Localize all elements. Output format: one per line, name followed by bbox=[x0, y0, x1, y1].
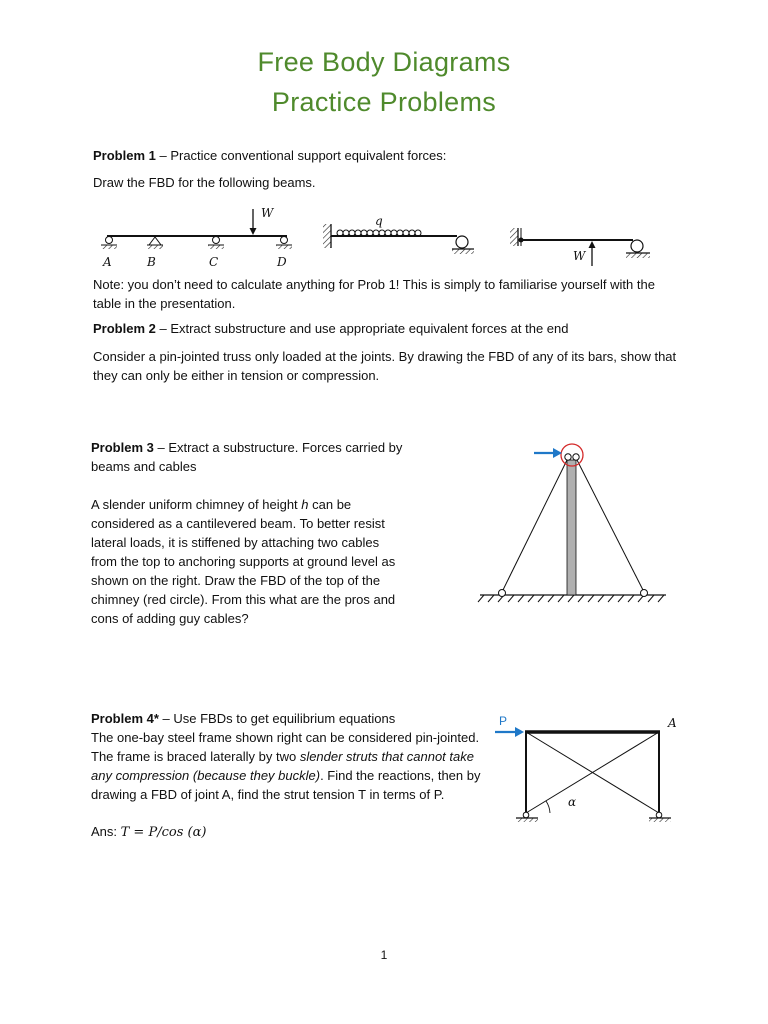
problem-4-body-part-a: The one-bay steel frame shown right can be considered pin-jointed. The frame is braced laterally by two bbox=[91, 730, 480, 764]
label-q: q bbox=[375, 214, 383, 228]
problem-2-heading bbox=[93, 319, 569, 338]
label-p: P bbox=[499, 714, 508, 728]
support-roller-2 bbox=[452, 236, 474, 254]
label-w-1: W bbox=[261, 206, 274, 220]
label-d: D bbox=[277, 255, 287, 269]
support-b-pin bbox=[147, 237, 163, 249]
title-line-2: Practice Problems bbox=[271, 87, 497, 117]
frame-diagram bbox=[492, 712, 692, 824]
angle-alpha-arc bbox=[546, 801, 550, 813]
label-alpha: α bbox=[568, 795, 577, 809]
load-w-arrow bbox=[250, 209, 257, 235]
problem-1-label: Problem 1 bbox=[93, 148, 156, 163]
guy-cable-left bbox=[502, 458, 568, 592]
problem-1-note: Note: you don’t need to calculate anything for Prob 1! This is simply to familiarise yourself with the table in the presentation. bbox=[93, 277, 655, 311]
chimney-diagram bbox=[470, 438, 680, 610]
title-line-1: Free Body Diagrams bbox=[257, 47, 511, 77]
label-c: C bbox=[209, 255, 219, 269]
problem-3-body-part-b: can be considered as a cantilevered beam. To better resist lateral loads, it is stiffened by attaching two cables from the top to anchoring supports at ground level as shown on the right. Draw the FBD of the top of the chimney (red circle). From this what are the pros and cons of adding guy cables? bbox=[91, 497, 396, 626]
page-number: 1 bbox=[380, 948, 388, 962]
support-right-pin bbox=[649, 812, 671, 822]
problem-4-body-part-b: . Find the reactions, then by drawing a FBD of joint A, find the strut tension T in terms of P. bbox=[91, 768, 481, 802]
problem-2-label: Problem 2 bbox=[93, 321, 156, 336]
problem-4-answer-formula: T = P/cos (α) bbox=[120, 825, 207, 840]
lateral-load-arrow bbox=[534, 448, 562, 458]
problem-4-heading bbox=[91, 709, 431, 728]
beam-1 bbox=[101, 206, 292, 269]
anchor-right bbox=[641, 590, 648, 597]
problem-3-heading bbox=[91, 438, 421, 476]
support-roller-3 bbox=[626, 240, 650, 258]
problem-1-instruction: Draw the FBD for the following beams. bbox=[93, 175, 316, 190]
label-w-2: W bbox=[573, 249, 586, 263]
support-d-roller bbox=[276, 237, 292, 250]
problem-3-label: Problem 3 bbox=[91, 440, 154, 455]
beam-2 bbox=[323, 214, 474, 254]
problem-1-description: – Practice conventional support equivalent forces: bbox=[155, 148, 447, 163]
problem-2-description: – Extract substructure and use appropriate equivalent forces at the end bbox=[155, 321, 569, 336]
chimney-column bbox=[567, 460, 576, 595]
support-left-pin bbox=[516, 812, 538, 822]
load-p-arrow bbox=[495, 727, 524, 737]
guy-cable-right bbox=[576, 458, 644, 592]
label-a: A bbox=[103, 255, 112, 269]
support-c-roller bbox=[208, 237, 224, 250]
problem-1-heading bbox=[93, 146, 446, 165]
problem-3-height-symbol: h bbox=[301, 497, 309, 512]
problem-1-beams-diagram bbox=[95, 200, 655, 272]
problem-4-answer-label: Ans: bbox=[91, 824, 121, 839]
problem-4-description: – Use FBDs to get equilibrium equations bbox=[158, 711, 396, 726]
problem-2-body: Consider a pin-jointed truss only loaded at the joints. By drawing the FBD of any of its bars, show that they can only be either in tension or compression. bbox=[93, 349, 677, 383]
support-a-roller bbox=[101, 237, 117, 250]
label-joint-a: A bbox=[668, 716, 677, 730]
anchor-left bbox=[499, 590, 506, 597]
problem-4-body-italic: slender struts that cannot take any compression (because they buckle) bbox=[91, 749, 474, 783]
problem-4-body bbox=[91, 728, 481, 804]
problem-3-description: – Extract a substructure. Forces carried by beams and cables bbox=[91, 440, 403, 474]
ground-line bbox=[478, 595, 666, 602]
problem-4-answer bbox=[91, 822, 206, 842]
top-pin-left bbox=[565, 454, 571, 460]
problem-3-body-part-a: A slender uniform chimney of height bbox=[91, 497, 302, 512]
top-pin-right bbox=[573, 454, 579, 460]
label-b: B bbox=[147, 255, 156, 269]
beam-3 bbox=[510, 228, 650, 266]
problem-3-body bbox=[91, 495, 406, 628]
load-w-upward-arrow bbox=[589, 241, 596, 266]
problem-4-label: Problem 4* bbox=[91, 711, 159, 726]
